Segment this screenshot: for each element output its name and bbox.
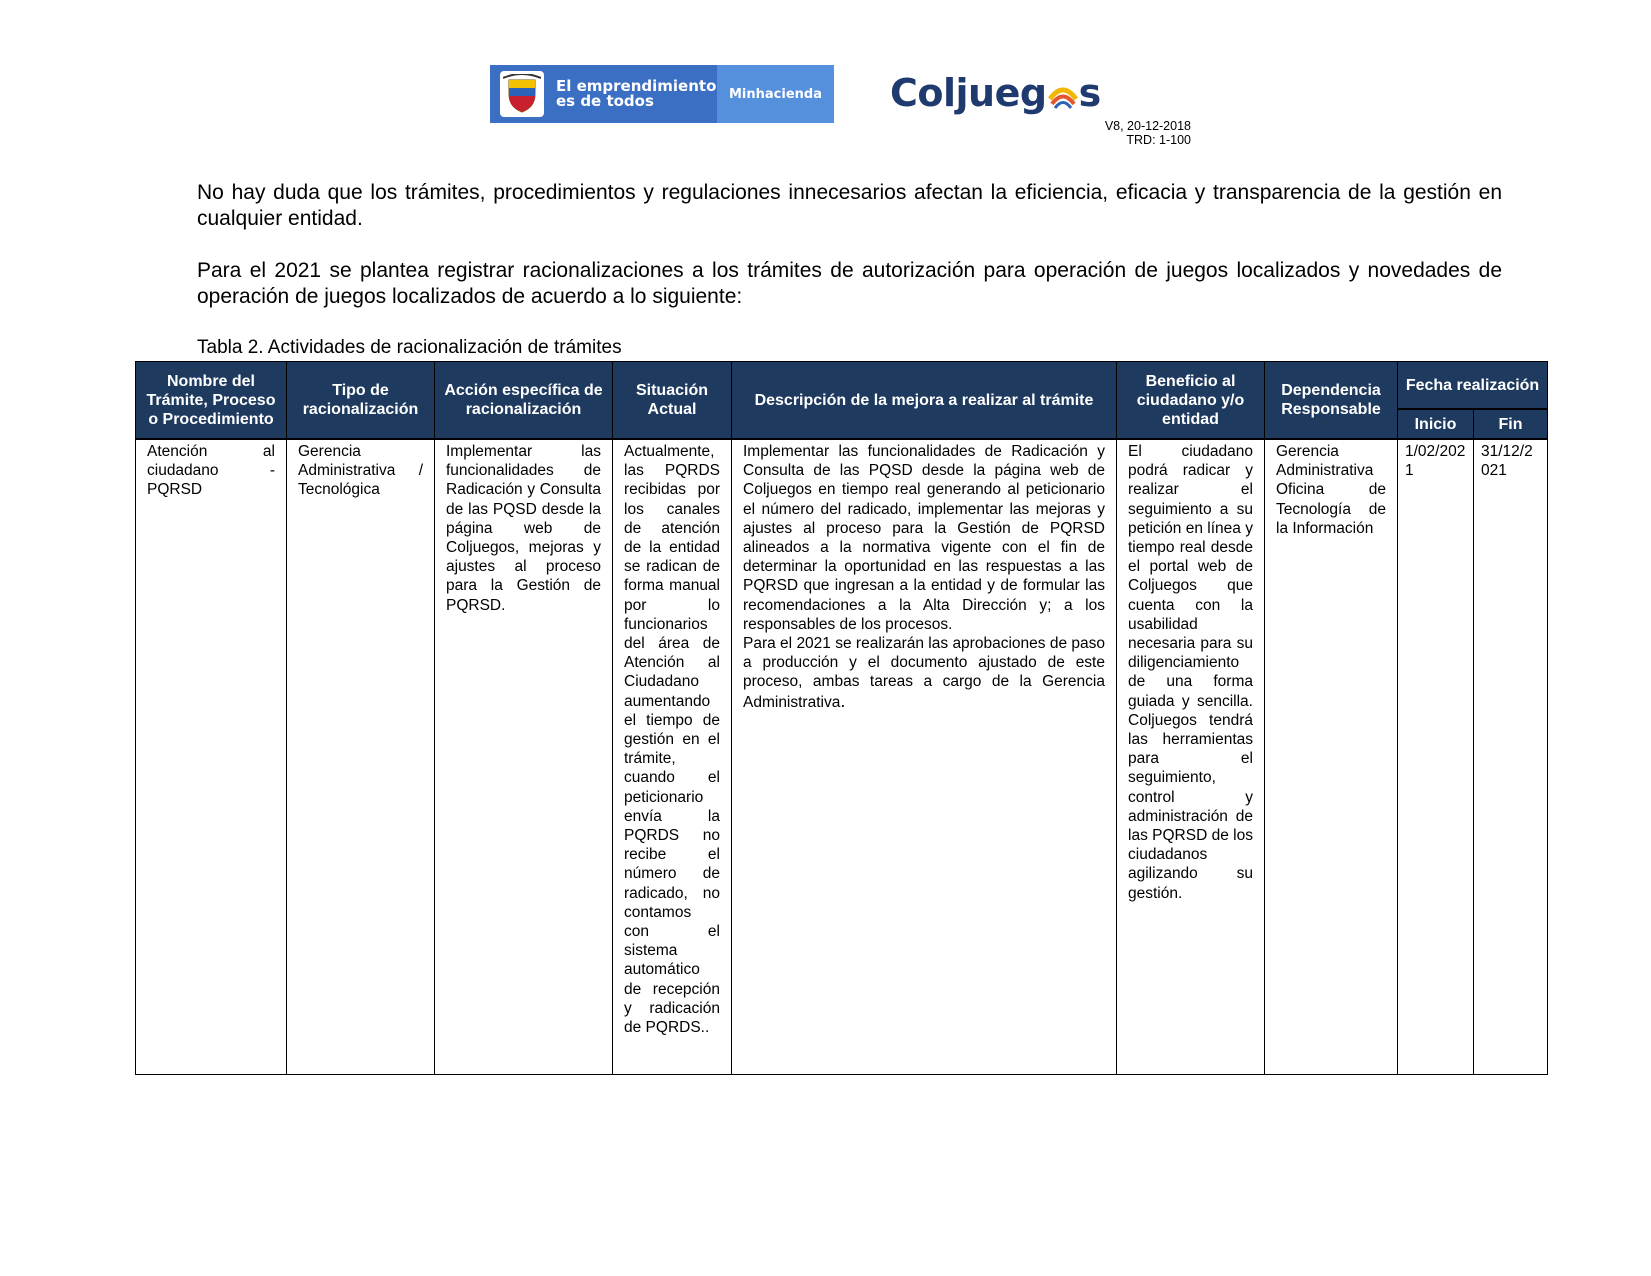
header-fecha: Fecha realización <box>1398 362 1548 410</box>
header-situacion: Situación Actual <box>613 362 732 440</box>
header-beneficio: Beneficio al ciudadano y/o entidad <box>1117 362 1265 440</box>
plan-paragraph: Para el 2021 se plantea registrar racionalizaciones a los trámites de autorización para operación de juegos localizados y novedades de operación de juegos localizados de acuerdo a lo siguiente: <box>197 259 1502 308</box>
trd-code: TRD: 1-100 <box>1126 133 1191 147</box>
cell-dependencia: Gerencia Administrativa Oficina de Tecnología de la Información <box>1265 439 1398 1075</box>
version-date: V8, 20-12-2018 <box>1104 119 1191 133</box>
descripcion-part-1: Implementar las funcionalidades de Radicación y Consulta de las PQSD desde la página web de Coljuegos en tiempo real generando al peticionario el número del radicado, implementar las mejoras y ajustes al proceso para la Gestión de PQRSD alineados a la normativa vigente con el fin de determinar la oportunidad en las respuestas a las PQRSD que ingresan a la entidad y de formular las recomendaciones a la Alta Dirección y; a los responsables de los procesos. <box>743 443 1105 633</box>
government-logo <box>490 65 834 123</box>
colombia-crest-icon <box>500 71 544 117</box>
header-fin: Fin <box>1474 409 1548 439</box>
document-version <box>1105 119 1191 147</box>
coljuegos-sun-icon <box>1048 78 1078 108</box>
cell-accion: Implementar las funcionalidades de Radicación y Consulta de las PQSD desde la página web de Coljuegos, mejoras y ajustes al proceso para la Gestión de PQRSD. <box>435 439 613 1075</box>
header-accion: Acción específica de racionalización <box>435 362 613 440</box>
emprendimiento-logo <box>490 65 717 123</box>
header-inicio: Inicio <box>1398 409 1474 439</box>
cell-descripcion <box>732 439 1117 1075</box>
coljuegos-logo: Coljueg s <box>890 71 1101 115</box>
descripcion-part-2: Para el 2021 se realizarán las aprobaciones de paso a producción y el documento ajustado de este proceso, ambas tareas a cargo de la Gerencia Administrativa. <box>743 635 1105 711</box>
cell-beneficio: El ciudadano podrá radicar y realizar el seguimiento a su petición en línea y tiempo real desde el portal web de Coljuegos que cuenta con la usabilidad necesaria para su diligenciamiento de una forma guiada y sencilla. Coljuegos tendrá las herramientas para el seguimiento, control y administración de las PQRSD de los ciudadanos agilizando su gestión. <box>1117 439 1265 1075</box>
cell-tipo: Gerencia Administrativa / Tecnológica <box>287 439 435 1075</box>
rationalization-table <box>135 361 1548 1075</box>
logo-text-line-1: El emprendimiento <box>556 77 717 95</box>
cell-inicio: 1/02/2021 <box>1398 439 1474 1075</box>
header-tipo: Tipo de racionalización <box>287 362 435 440</box>
header-dependencia: Dependencia Responsable <box>1265 362 1398 440</box>
minhacienda-logo: Minhacienda <box>717 65 834 123</box>
header-nombre: Nombre del Trámite, Proceso o Procedimiento <box>136 362 287 440</box>
cell-fin: 31/12/2021 <box>1474 439 1548 1075</box>
cell-nombre: Atención al ciudadano - PQRSD <box>136 439 287 1075</box>
cell-situacion: Actualmente, las PQRDS recibidas por los canales de atención de la entidad se radican de forma manual por lo funcionarios del área de Atención al Ciudadano aumentando el tiempo de gestión en el trámite, cuando el peticionario envía la PQRDS no recibe el número de radicado, no contamos con el sistema automático de recepción y radicación de PQRDS.. <box>613 439 732 1075</box>
table-caption: Tabla 2. Actividades de racionalización de trámites <box>197 337 622 358</box>
intro-paragraph: No hay duda que los trámites, procedimientos y regulaciones innecesarios afectan la eficiencia, eficacia y transparencia de la gestión en cualquier entidad. <box>197 181 1502 230</box>
header-descripcion: Descripción de la mejora a realizar al trámite <box>732 362 1117 440</box>
table-row <box>136 439 1548 1075</box>
coljuegos-brand: Coljueg <box>890 71 1047 115</box>
logo-text-line-2: es de todos <box>556 92 654 110</box>
